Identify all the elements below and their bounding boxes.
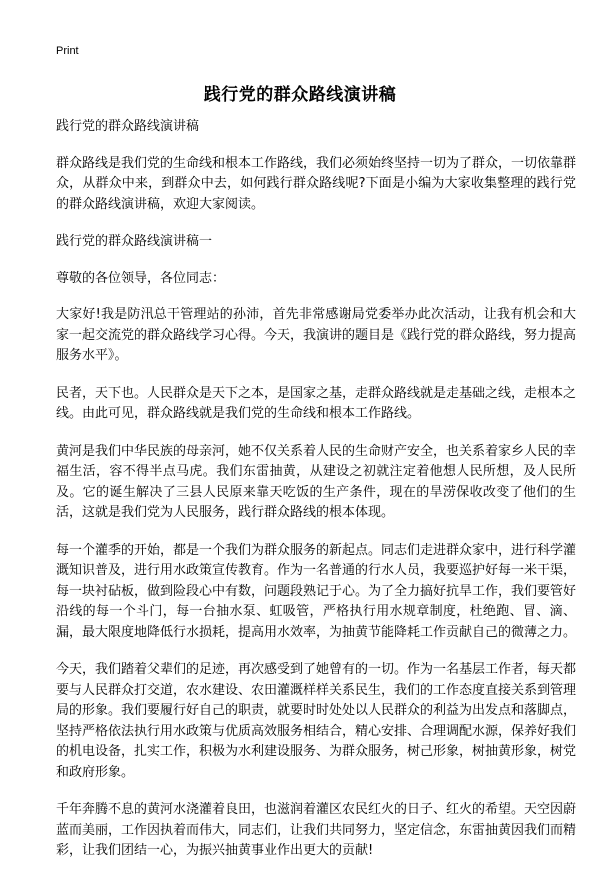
closing-paragraph: 千年奔腾不息的黄河水浇灌着良田，也滋润着灌区农民红火的日子、红火的希望。天空因蔚蓝而美丽，工作因执着而伟大，同志们，让我们共同努力，坚定信念，东雷抽黄因我们而精彩，让我们团结一心，为振兴抽黄事业作出更大的贡献! — [56, 802, 577, 858]
article-body — [56, 117, 576, 879]
intro-paragraph: 群众路线是我们党的生命线和根本工作路线，我们必须始终坚持一切为了群众，一切依靠群众，从群众中来，到群众中去，如何践行群众路线呢?下面是小编为大家收集整理的践行党的群众路线演讲稿，欢迎大家阅读。 — [56, 155, 577, 212]
body-paragraph: 黄河是我们中华民族的母亲河，她不仅关系着人民的生命财产安全，也关系着家乡人民的幸福生活，容不得半点马虎。我们东雷抽黄，从建设之初就注定着他想人民所想，及人民所及。它的诞生解决了三县人民原来靠天吃饭的生产条件，现在的旱涝保收改变了他们的生活，这就是我们党为人民服务，践行群众路线的根本体现。 — [56, 443, 577, 520]
article-subtitle: 践行党的群众路线演讲稿 — [56, 119, 200, 134]
body-paragraph: 今天，我们踏着父辈们的足迹，再次感受到了她曾有的一切。作为一名基层工作者，每天都要与人民群众打交道，农水建设、农田灌溉样样关系民生，我们的工作态度直接关系到管理局的形象。我们要履行好自己的职责，就要时时处处以人民群众的利益为出发点和落脚点，坚持严格依法执行用水政策与优质高效服务相结合，精心安排、合理调配水源，保养好我们的机电设备，扎实工作，积极为水利建设服务、为群众服务，树己形象，树抽黄形象，树党和政府形象。 — [56, 662, 577, 780]
body-paragraph: 每一个灌季的开始，都是一个我们为群众服务的新起点。同志们走进群众家中，进行科学灌溉知识普及，进行用水政策宣传教育。作为一名普通的行水人员，我要巡护好每一米干渠，每一块衬砧板，做到险段心中有数，问题段熟记于心。为了全力搞好抗旱工作，我们要管好沿线的每一个斗门，每一台抽水泵、虹吸管，严格执行用水规章制度，杜绝跑、冒、滴、漏，最大限度地降低行水损耗，提高用水效率，为抽黄节能降耗工作贡献自己的微薄之力。 — [56, 542, 577, 640]
section-heading: 践行党的群众路线演讲稿一 — [56, 234, 213, 249]
body-paragraph: 大家好!我是防汛总干管理站的孙沛，首先非常感谢局党委举办此次活动，让我有机会和大家一起交流党的群众路线学习心得。今天，我演讲的题目是《践行党的群众路线，努力提高服务水平》。 — [56, 307, 577, 363]
salutation: 尊敬的各位领导，各位同志： — [56, 270, 226, 286]
print-link[interactable]: Print — [56, 45, 79, 57]
page-title: 践行党的群众路线演讲稿 — [203, 85, 397, 105]
body-paragraph: 民者，天下也。人民群众是天下之本，是国家之基，走群众路线就是走基础之线，走根本之线。由此可见，群众路线就是我们党的生命线和根本工作路线。 — [56, 385, 577, 421]
